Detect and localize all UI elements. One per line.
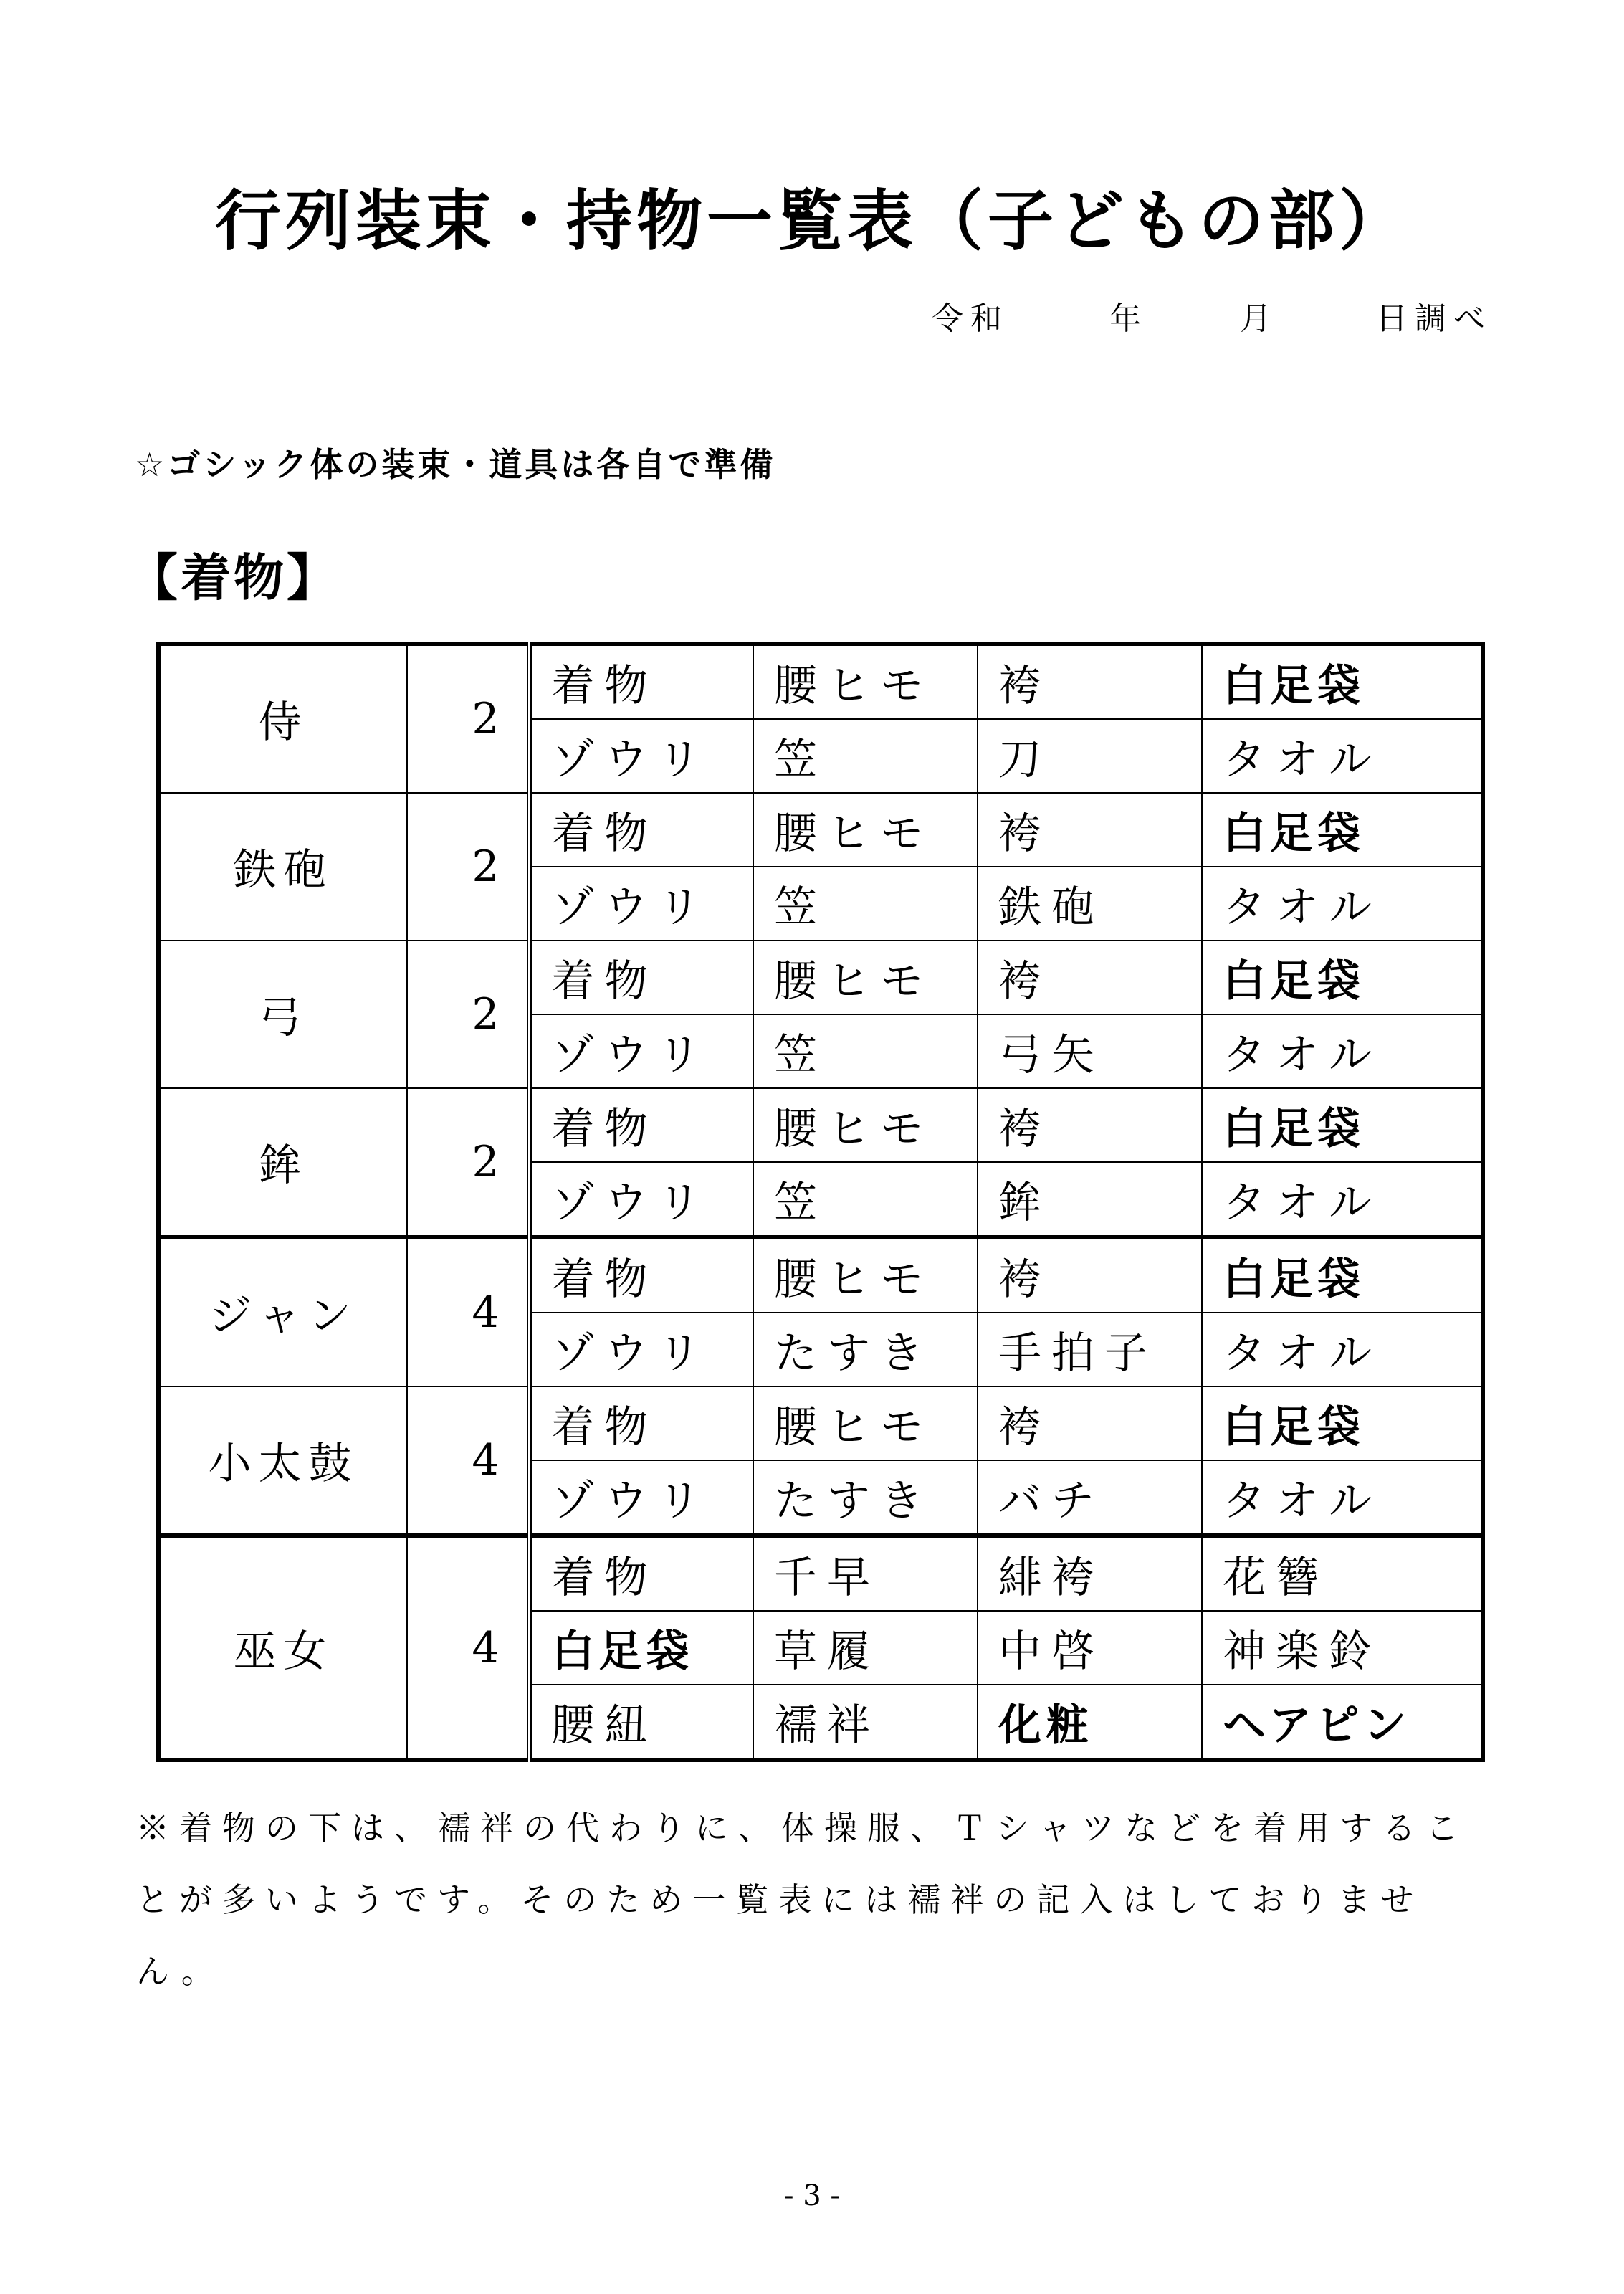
table-row <box>158 793 1483 867</box>
item-cell: 笠 <box>753 719 978 793</box>
item-cell: たすき <box>753 1460 978 1536</box>
table-row <box>158 941 1483 1014</box>
item-cell: 腰ヒモ <box>753 1386 978 1460</box>
table-row <box>158 1088 1483 1162</box>
item-cell: 笠 <box>753 867 978 941</box>
date-month: 月 <box>1240 300 1279 337</box>
item-cell: 白足袋 <box>1202 1386 1483 1460</box>
item-cell: 袴 <box>978 941 1202 1014</box>
item-cell: タオル <box>1202 719 1483 793</box>
table-row <box>158 1386 1483 1460</box>
item-cell: 化粧 <box>978 1685 1202 1760</box>
item-cell: タオル <box>1202 1162 1483 1237</box>
item-cell: 着物 <box>529 1536 753 1611</box>
item-cell: 中啓 <box>978 1611 1202 1685</box>
table-row <box>158 1536 1483 1611</box>
item-cell: 着物 <box>529 1237 753 1313</box>
role-cell: ジャン <box>158 1237 407 1386</box>
preparation-note: ☆ゴシック体の装束・道具は各自で準備 <box>135 445 776 484</box>
count-cell: 2 <box>407 644 529 793</box>
section-heading: 【着物】 <box>128 548 340 607</box>
item-cell: タオル <box>1202 867 1483 941</box>
item-cell: 腰ヒモ <box>753 1088 978 1162</box>
page-title: 行列装束・持物一覧表（子どもの部） <box>214 183 1409 260</box>
item-cell: 手拍子 <box>978 1313 1202 1386</box>
item-cell: 袴 <box>978 1237 1202 1313</box>
item-cell: 鉄砲 <box>978 867 1202 941</box>
item-cell: ゾウリ <box>529 1162 753 1237</box>
item-cell: タオル <box>1202 1460 1483 1536</box>
item-cell: 袴 <box>978 1088 1202 1162</box>
item-cell: バチ <box>978 1460 1202 1536</box>
item-cell: 刀 <box>978 719 1202 793</box>
date-year: 年 <box>1109 300 1148 337</box>
table-row <box>158 1237 1483 1313</box>
item-cell: 鉾 <box>978 1162 1202 1237</box>
item-cell: 袴 <box>978 1386 1202 1460</box>
count-cell: 2 <box>407 1088 529 1237</box>
role-cell: 鉄砲 <box>158 793 407 941</box>
item-cell: 白足袋 <box>1202 1088 1483 1162</box>
item-cell: ゾウリ <box>529 1460 753 1536</box>
item-cell: タオル <box>1202 1313 1483 1386</box>
table-row <box>158 644 1483 719</box>
item-cell: タオル <box>1202 1014 1483 1088</box>
item-cell: 白足袋 <box>1202 1237 1483 1313</box>
item-cell: 腰ヒモ <box>753 644 978 719</box>
item-cell: 腰紐 <box>529 1685 753 1760</box>
item-cell: 緋袴 <box>978 1536 1202 1611</box>
item-cell: 着物 <box>529 1088 753 1162</box>
item-cell: 袴 <box>978 793 1202 867</box>
item-cell: ゾウリ <box>529 719 753 793</box>
item-cell: 白足袋 <box>1202 644 1483 719</box>
item-cell: 腰ヒモ <box>753 793 978 867</box>
count-cell: 4 <box>407 1386 529 1536</box>
count-cell: 4 <box>407 1536 529 1760</box>
item-cell: 花簪 <box>1202 1536 1483 1611</box>
item-cell: 腰ヒモ <box>753 941 978 1014</box>
item-cell: 白足袋 <box>529 1611 753 1685</box>
item-cell: 腰ヒモ <box>753 1237 978 1313</box>
item-cell: 着物 <box>529 644 753 719</box>
item-cell: 草履 <box>753 1611 978 1685</box>
footnote: ※着物の下は、襦袢の代わりに、体操服、Ｔシャツなどを着用することが多いようです。そのため一覧表には襦袢の記入はしておりません。 <box>136 1809 1469 1991</box>
item-cell: ゾウリ <box>529 1014 753 1088</box>
item-cell: 袴 <box>978 644 1202 719</box>
role-cell: 巫女 <box>158 1536 407 1760</box>
item-cell: 着物 <box>529 1386 753 1460</box>
date-era: 令和 <box>932 300 1009 337</box>
item-cell: 着物 <box>529 793 753 867</box>
item-cell: 弓矢 <box>978 1014 1202 1088</box>
role-cell: 弓 <box>158 941 407 1088</box>
item-cell: 神楽鈴 <box>1202 1611 1483 1685</box>
item-cell: 着物 <box>529 941 753 1014</box>
item-cell: 白足袋 <box>1202 793 1483 867</box>
role-cell: 鉾 <box>158 1088 407 1237</box>
page-number: - 3 - <box>784 2179 840 2212</box>
item-cell: 笠 <box>753 1014 978 1088</box>
item-cell: たすき <box>753 1313 978 1386</box>
item-cell: ゾウリ <box>529 1313 753 1386</box>
item-cell: 襦袢 <box>753 1685 978 1760</box>
item-cell: 笠 <box>753 1162 978 1237</box>
role-cell: 侍 <box>158 644 407 793</box>
item-cell: ヘアピン <box>1202 1685 1483 1760</box>
item-cell: 千早 <box>753 1536 978 1611</box>
costume-table <box>156 642 1485 1762</box>
item-cell: 白足袋 <box>1202 941 1483 1014</box>
count-cell: 2 <box>407 793 529 941</box>
item-cell: ゾウリ <box>529 867 753 941</box>
date-day: 日調べ <box>1376 300 1492 337</box>
count-cell: 2 <box>407 941 529 1088</box>
role-cell: 小太鼓 <box>158 1386 407 1536</box>
count-cell: 4 <box>407 1237 529 1386</box>
